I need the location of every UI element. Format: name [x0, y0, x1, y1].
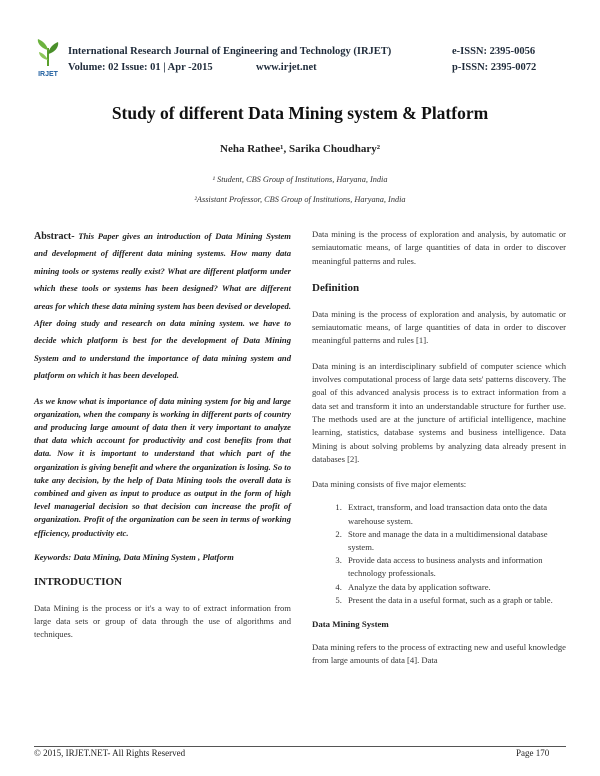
page-number: Page 170 — [516, 748, 550, 758]
right-column — [312, 228, 566, 668]
elements-list — [312, 501, 566, 607]
definition-paragraph: Data mining is the process of exploration and analysis, by automatic or semiautomatic means, of large quantities of data in order to discover meaningful patterns and rules [1]. — [312, 308, 566, 346]
affiliation-1: ¹ Student, CBS Group of Institutions, Haryana, India — [212, 175, 388, 184]
abstract-paragraph-2: As we know what is importance of data mining system for big and large organization, when the company is working in different parts of country and producing large amount of data then it very important to analyze that data which account for productivity and cost benefits from that data. Now it is important to understand that which part of the organization is giving benefit and where the organization is losing. So to take any decision, by the help of Data Mining tools the overall data is combined and given as input to produce as output in the form of high level managerial decision so that decision can increase the profit of organization. Profit of the organization can be seen in terms of working efficiency, productivity etc. — [34, 395, 291, 538]
list-item: 4. Analyze the data by application software. — [344, 581, 566, 594]
irjet-logo — [34, 38, 62, 76]
logo-text: IRJET — [38, 71, 58, 78]
interdisciplinary-paragraph: Data mining is an interdisciplinary subfield of computer science which involves computational process of large data sets' patterns discovery. The goal of this advanced analysis process is to extract information from a data set and transform it into an understandable structure for further use. The methods used are at the juncture of artificial intelligence, machine learning, statistics, database systems and business intelligence. Data Mining is about solving problems by analyzing data already present in databases [2]. — [312, 360, 566, 464]
pissn: p-ISSN: 2395-0072 — [452, 62, 537, 73]
abstract — [34, 228, 291, 385]
right-paragraph-1: Data mining is the process of exploration and analysis, by automatic or semiautomatic means, of large quantities of data in order to discover meaningful patterns and rules. — [312, 229, 566, 266]
paper-title: Study of different Data Mining system & Platform — [111, 103, 489, 123]
volume-issue: Volume: 02 Issue: 01 | Apr -2015 — [68, 62, 213, 73]
elements-intro: Data mining consists of five major elements: — [312, 479, 467, 490]
abstract-label: Abstract- — [34, 231, 75, 242]
abstract-text: This Paper gives an introduction of Data Mining System and development of different data mining systems. How many data mining tools or systems really exist? What are different platform under which these tools or systems has been designed? What are different areas for which these data mining system has been devised or developed. After doing study and research on data mining system. we have to decide which platform is best for the development of Data Mining System and to understand the importance of data mining system and platform on which it has been developed. — [34, 231, 291, 381]
data-mining-system-text: Data mining refers to the process of extracting new and useful knowledge from large amounts of data [4]. Data — [312, 642, 566, 666]
definition-heading: Definition — [312, 281, 360, 294]
footer-divider — [34, 746, 566, 747]
keywords: Keywords: Data Mining, Data Mining System , Platform — [34, 551, 234, 562]
left-column — [34, 228, 291, 642]
list-item: 5. Present the data in a useful format, such as a graph or table. — [344, 594, 566, 607]
list-item: 2. Store and manage the data in a multidimensional database system. — [344, 528, 566, 554]
journal-name: International Research Journal of Engineering and Technology (IRJET) — [68, 46, 392, 57]
list-item: 3. Provide data access to business analysts and information technology professionals. — [344, 554, 566, 580]
list-item: 1. Extract, transform, and load transaction data onto the data warehouse system. — [344, 501, 566, 527]
affiliation-2: ²Assistant Professor, CBS Group of Institutions, Haryana, India — [194, 195, 406, 204]
leaf-logo-icon — [34, 38, 62, 68]
paper-authors: Neha Rathee¹, Sarika Choudhary² — [220, 143, 380, 155]
introduction-text: Data Mining is the process or it's a way to of extract information from large data sets or group of data through the use of algorithms and techniques. — [34, 602, 291, 640]
introduction-heading: INTRODUCTION — [34, 575, 123, 588]
eissn: e-ISSN: 2395-0056 — [452, 46, 536, 57]
website-link[interactable]: www.irjet.net — [256, 62, 317, 73]
copyright: © 2015, IRJET.NET- All Rights Reserved — [34, 748, 186, 758]
data-mining-system-heading: Data Mining System — [312, 619, 389, 630]
